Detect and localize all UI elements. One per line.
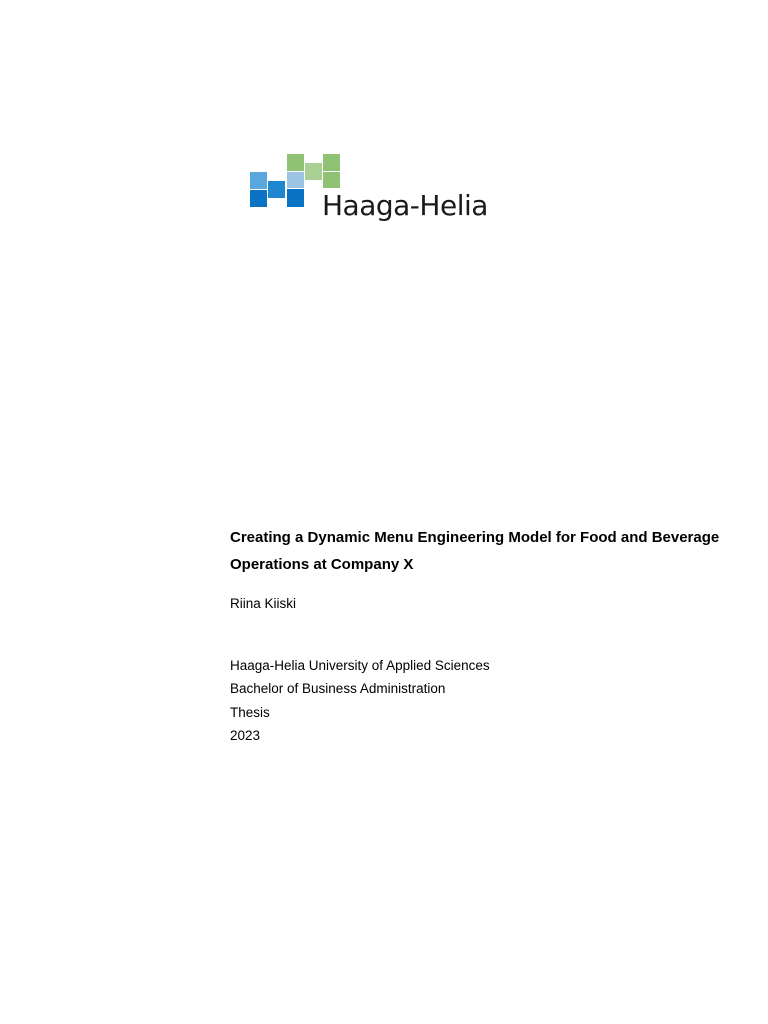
document-type: Thesis [230,704,270,720]
institution: Haaga-Helia University of Applied Sciences [230,658,490,673]
haaga-helia-logo [249,154,499,234]
degree-programme: Bachelor of Business Administration [230,681,446,697]
logo-wordmark: Haaga-Helia [322,189,488,222]
author-name: Riina Kiiski [230,596,297,611]
thesis-title: Creating a Dynamic Menu Engineering Model for Food and Beverage Operations at Company X [230,529,720,573]
year: 2023 [230,727,261,743]
thesis-details [230,654,490,747]
